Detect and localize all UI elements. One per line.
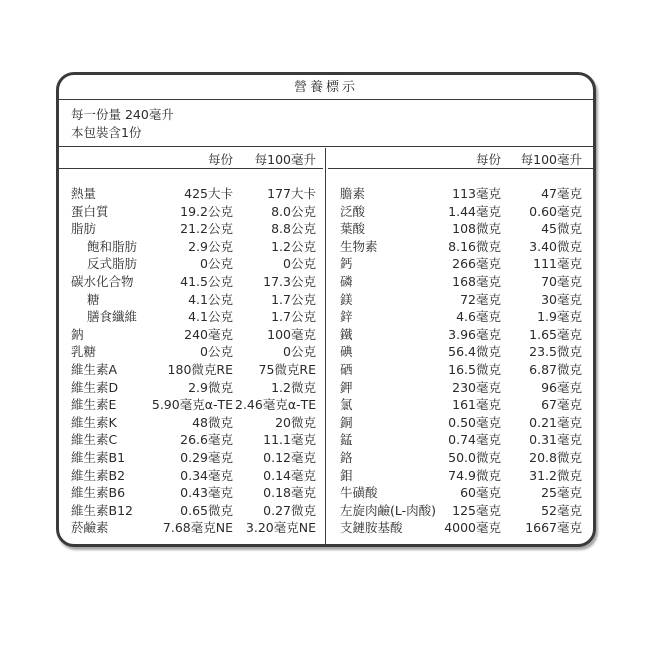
value-per-serving: 0公克 [200, 344, 233, 360]
value-per-100ml: 31.2微克 [529, 467, 582, 483]
value-per-100ml: 45微克 [541, 221, 582, 237]
value-per-serving: 4.6毫克 [456, 309, 501, 325]
nutrient-name: 蛋白質 [71, 203, 109, 219]
value-per-100ml: 1667毫克 [525, 520, 582, 536]
left-header-divider [59, 168, 323, 169]
left-header-per-serving: 每份 [207, 152, 233, 167]
nutrient-name: 鈣 [340, 256, 353, 272]
table-row [328, 502, 593, 520]
nutrient-name: 維生素B12 [71, 502, 133, 518]
nutrient-name: 維生素E [71, 397, 117, 413]
value-per-serving: 56.4微克 [448, 344, 501, 360]
value-per-serving: 125毫克 [452, 502, 501, 518]
value-per-100ml: 0.21毫克 [529, 414, 582, 430]
nutrient-name: 維生素D [71, 379, 119, 395]
section-divider [59, 146, 593, 147]
value-per-serving: 21.2公克 [180, 221, 233, 237]
nutrient-name: 維生素A [71, 362, 118, 377]
value-per-serving: 5.90毫克α-TE [151, 397, 233, 413]
nutrient-name: 支鏈胺基酸 [340, 520, 403, 536]
table-row [328, 308, 593, 326]
nutrient-name: 膳食纖維 [87, 309, 138, 325]
table-row [328, 326, 593, 344]
table-row [328, 255, 593, 273]
value-per-100ml: 100毫克 [267, 326, 316, 342]
value-per-serving: 16.5微克 [448, 362, 501, 377]
value-per-100ml: 0.60毫克 [529, 203, 582, 219]
value-per-100ml: 2.46毫克α-TE [235, 397, 317, 413]
title-divider [59, 99, 593, 100]
value-per-serving: 60毫克 [460, 485, 501, 501]
table-row [328, 379, 593, 397]
nutrient-name: 維生素K [71, 414, 117, 430]
table-row [59, 361, 323, 379]
value-per-serving: 4.1公克 [188, 309, 233, 325]
servings-per-package: 本包裝含1份 [71, 125, 142, 140]
value-per-100ml: 3.20毫克NE [245, 520, 316, 536]
nutrient-name: 碳水化合物 [71, 274, 134, 289]
nutrient-name: 熱量 [71, 186, 97, 201]
table-row [59, 326, 323, 344]
value-per-100ml: 52毫克 [541, 502, 582, 518]
value-per-100ml: 177大卡 [267, 186, 316, 201]
nutrient-name: 磷 [340, 274, 353, 289]
value-per-100ml: 0.27微克 [263, 502, 316, 518]
value-per-serving: 0.29毫克 [180, 450, 233, 465]
nutrient-name: 維生素B6 [71, 485, 126, 501]
nutrient-name: 銅 [340, 414, 353, 430]
value-per-serving: 19.2公克 [180, 203, 233, 219]
table-row [328, 343, 593, 361]
value-per-100ml: 17.3公克 [263, 274, 316, 289]
nutrient-name: 生物素 [340, 238, 378, 254]
value-per-100ml: 23.5微克 [529, 344, 582, 360]
nutrient-name: 飽和脂肪 [87, 238, 138, 254]
value-per-100ml: 0.12毫克 [263, 450, 316, 465]
table-row [328, 185, 593, 203]
nutrient-name: 維生素C [71, 432, 118, 448]
table-row [59, 220, 323, 238]
value-per-serving: 108微克 [452, 221, 501, 237]
nutrient-name: 脂肪 [71, 221, 97, 237]
table-row [328, 396, 593, 414]
table-row [59, 484, 323, 502]
table-row [328, 467, 593, 485]
nutrient-name: 鉀 [340, 379, 353, 395]
value-per-100ml: 1.65毫克 [529, 326, 582, 342]
nutrient-name: 左旋肉鹼(L-肉酸) [340, 502, 437, 518]
table-row [59, 502, 323, 520]
value-per-100ml: 25毫克 [541, 485, 582, 501]
value-per-serving: 161毫克 [452, 397, 501, 413]
nutrient-name: 鉻 [340, 450, 353, 465]
value-per-100ml: 0.14毫克 [263, 467, 316, 483]
value-per-100ml: 20.8微克 [529, 450, 582, 465]
table-row [328, 484, 593, 502]
value-per-100ml: 0公克 [283, 256, 316, 272]
column-divider [325, 148, 326, 544]
nutrient-name: 維生素B2 [71, 467, 126, 483]
value-per-100ml: 1.7公克 [271, 309, 316, 325]
nutrient-name: 菸鹼素 [71, 520, 109, 536]
table-row [59, 343, 323, 361]
value-per-100ml: 20微克 [275, 414, 316, 430]
value-per-serving: 168毫克 [452, 274, 501, 289]
right-header-per-serving: 每份 [475, 152, 501, 167]
table-row [328, 414, 593, 432]
right-header-divider [328, 168, 593, 169]
nutrient-name: 葉酸 [340, 221, 366, 237]
value-per-100ml: 0.31毫克 [529, 432, 582, 448]
value-per-serving: 4.1公克 [188, 291, 233, 307]
serving-size: 每一份量 240毫升 [71, 107, 174, 122]
value-per-serving: 26.6毫克 [180, 432, 233, 448]
nutrient-name: 鐵 [340, 326, 353, 342]
table-row [59, 414, 323, 432]
value-per-serving: 7.68毫克NE [162, 520, 233, 536]
nutrient-name: 鎂 [340, 291, 353, 307]
table-row [59, 519, 323, 537]
value-per-serving: 266毫克 [452, 256, 501, 272]
value-per-100ml: 3.40微克 [529, 238, 582, 254]
value-per-100ml: 75微克RE [258, 362, 316, 377]
value-per-serving: 74.9微克 [448, 467, 501, 483]
value-per-100ml: 30毫克 [541, 291, 582, 307]
table-row [59, 467, 323, 485]
table-row [59, 238, 323, 256]
table-row [328, 431, 593, 449]
nutrient-name: 硒 [340, 362, 353, 377]
table-row [328, 291, 593, 309]
value-per-serving: 1.44毫克 [448, 203, 501, 219]
value-per-serving: 41.5公克 [180, 274, 233, 289]
table-row [328, 273, 593, 291]
value-per-serving: 0.34毫克 [180, 467, 233, 483]
value-per-100ml: 67毫克 [541, 397, 582, 413]
value-per-serving: 180微克RE [167, 362, 233, 377]
value-per-serving: 0公克 [200, 256, 233, 272]
value-per-serving: 3.96毫克 [448, 326, 501, 342]
table-row [59, 255, 323, 273]
value-per-100ml: 8.8公克 [271, 221, 316, 237]
nutrient-name: 鋅 [340, 309, 353, 325]
table-row [59, 431, 323, 449]
nutrient-name: 維生素B1 [71, 450, 126, 465]
value-per-100ml: 47毫克 [541, 186, 582, 201]
value-per-100ml: 8.0公克 [271, 203, 316, 219]
value-per-100ml: 6.87微克 [529, 362, 582, 377]
value-per-serving: 8.16微克 [448, 238, 501, 254]
nutrient-name: 鉬 [340, 467, 353, 483]
value-per-serving: 425大卡 [184, 186, 233, 201]
table-row [59, 379, 323, 397]
table-row [59, 203, 323, 221]
value-per-100ml: 1.9毫克 [537, 309, 582, 325]
value-per-serving: 72毫克 [460, 291, 501, 307]
value-per-serving: 48微克 [192, 414, 233, 430]
nutrient-name: 糖 [87, 291, 100, 307]
nutrient-name: 膽素 [340, 186, 366, 201]
left-header-per-100ml: 每100毫升 [254, 152, 316, 167]
value-per-100ml: 11.1毫克 [263, 432, 316, 448]
nutrient-name: 牛磺酸 [340, 485, 378, 501]
value-per-serving: 0.65微克 [180, 502, 233, 518]
table-row [328, 238, 593, 256]
value-per-100ml: 1.2公克 [271, 238, 316, 254]
table-row [328, 220, 593, 238]
value-per-serving: 240毫克 [184, 326, 233, 342]
table-row [59, 185, 323, 203]
nutrient-name: 錳 [340, 432, 353, 448]
table-row [59, 273, 323, 291]
value-per-100ml: 1.7公克 [271, 291, 316, 307]
nutrient-name: 鈉 [71, 326, 84, 342]
value-per-serving: 230毫克 [452, 379, 501, 395]
table-row [59, 396, 323, 414]
nutrient-name: 氯 [340, 397, 353, 413]
table-row [328, 519, 593, 537]
value-per-serving: 113毫克 [452, 186, 501, 201]
table-row [328, 449, 593, 467]
table-row [59, 449, 323, 467]
value-per-100ml: 0公克 [283, 344, 316, 360]
label-title: 營養標示 [293, 80, 358, 95]
value-per-100ml: 70毫克 [541, 274, 582, 289]
value-per-serving: 4000毫克 [444, 520, 501, 536]
nutrient-name: 泛酸 [340, 203, 366, 219]
table-row [59, 291, 323, 309]
value-per-serving: 0.50毫克 [448, 414, 501, 430]
nutrient-name: 碘 [340, 344, 353, 360]
table-row [328, 203, 593, 221]
value-per-100ml: 111毫克 [533, 256, 582, 272]
value-per-serving: 0.43毫克 [180, 485, 233, 501]
value-per-serving: 0.74毫克 [448, 432, 501, 448]
table-row [328, 361, 593, 379]
table-row [59, 308, 323, 326]
value-per-serving: 2.9微克 [188, 379, 233, 395]
value-per-serving: 50.0微克 [448, 450, 501, 465]
value-per-100ml: 1.2微克 [271, 379, 316, 395]
right-header-per-100ml: 每100毫升 [520, 152, 582, 167]
nutrient-name: 乳糖 [71, 344, 97, 360]
value-per-100ml: 0.18毫克 [263, 485, 316, 501]
nutrient-name: 反式脂肪 [87, 256, 138, 272]
nutrition-label [56, 72, 596, 547]
value-per-100ml: 96毫克 [541, 379, 582, 395]
value-per-serving: 2.9公克 [188, 238, 233, 254]
